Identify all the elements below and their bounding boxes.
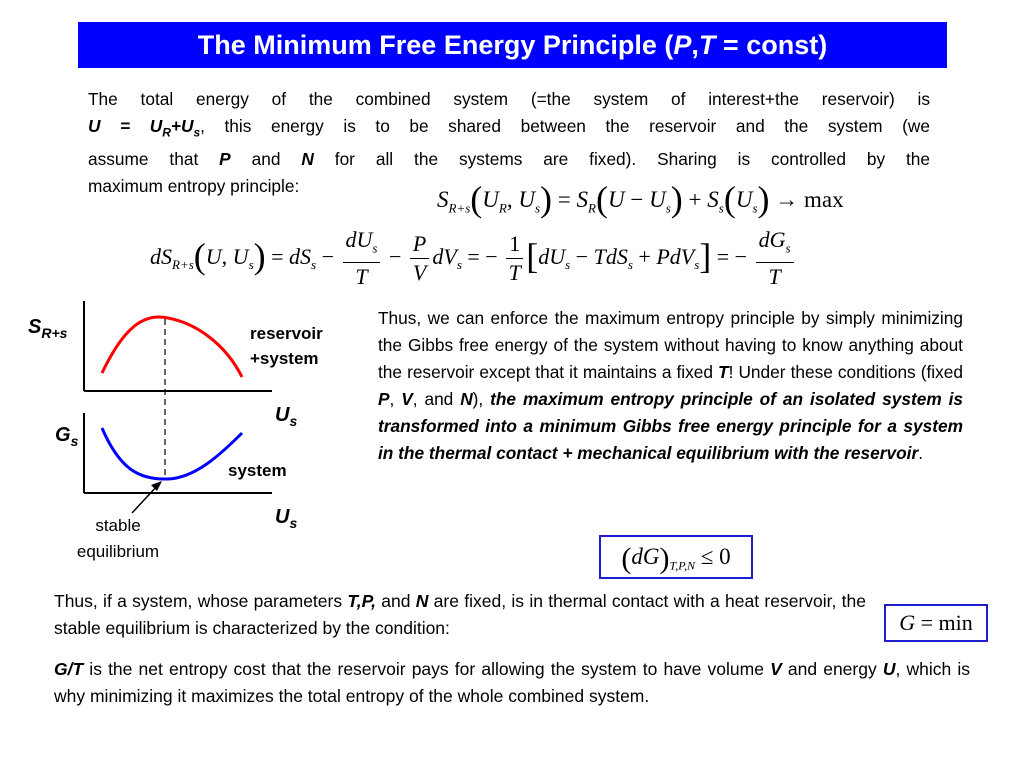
gibbs-principle-paragraph: Thus, we can enforce the maximum entropy principle by simply minimizing the Gibbs free energy of the system without having to know anything about the reservoir except that it maintains a fixed T! Under these conditions (fixed P, V, and N), the maximum entropy principle of an isolated system is transformed into a minimum Gibbs free energy principle for a system in the thermal contact + mechanical equilibrium with the reservoir. <box>378 308 963 463</box>
arrow-head-icon <box>151 481 162 491</box>
entropy-max-equation: $S_{R+s}(U_R$, $U_s) = S_R(U - U_s) + S_s(U_s) \to \max$ <box>437 179 844 219</box>
u-axis-label-top: $U_s$ <box>275 404 298 429</box>
stable-equilibrium-label: stable equilibrium <box>76 516 160 561</box>
gibbs-curve <box>102 428 242 479</box>
entropy-differential-equation: $dS_{R+s}(U$, $U_s) = dS_s$ − $\frac{dU_s}{T}$ − $\frac{P}{V}$ $dV_s$ = − $\frac{1}{T}$ $[dU_s - TdS_s + PdV_s]$ = − $\frac{dG_s}{T}$ <box>150 226 797 291</box>
gibbs-axis-label: $G_s$ <box>55 424 79 449</box>
equilibrium-arrow <box>132 485 158 513</box>
entropy-axis-label: $S_{R+s}$ <box>28 316 68 341</box>
system-label: system <box>228 461 287 480</box>
page-title: The Minimum Free Energy Principle (P,T = const) <box>78 22 947 68</box>
final-paragraph: G/T is the net entropy cost that the reservoir pays for allowing the system to have volume V and energy U, which is why minimizing it maximizes the total entropy of the whole combined system. <box>54 659 971 706</box>
stable-equilibrium-paragraph: Thus, if a system, whose parameters T,P, and N are fixed, is in thermal contact with a heat reservoir, the stable equilibrium is characterized by the condition: <box>54 591 866 638</box>
dg-inequality-box: $(dG)_{T,P,N} \le 0$ <box>599 535 753 579</box>
intro-paragraph: The total energy of the combined system (=the system of interest+the reservoir) is $U = U_R+U_s$, this energy is to be shared between the reservoir and the system (we assume that P and N for all the systems are fixed). Sharing is controlled by the maximum entropy principle: <box>88 89 931 197</box>
reservoir-system-label: reservoir +system <box>250 324 323 368</box>
u-axis-label-bottom: $U_s$ <box>275 506 298 531</box>
g-min-box: G = min <box>884 604 988 642</box>
entropy-curve <box>102 317 242 377</box>
